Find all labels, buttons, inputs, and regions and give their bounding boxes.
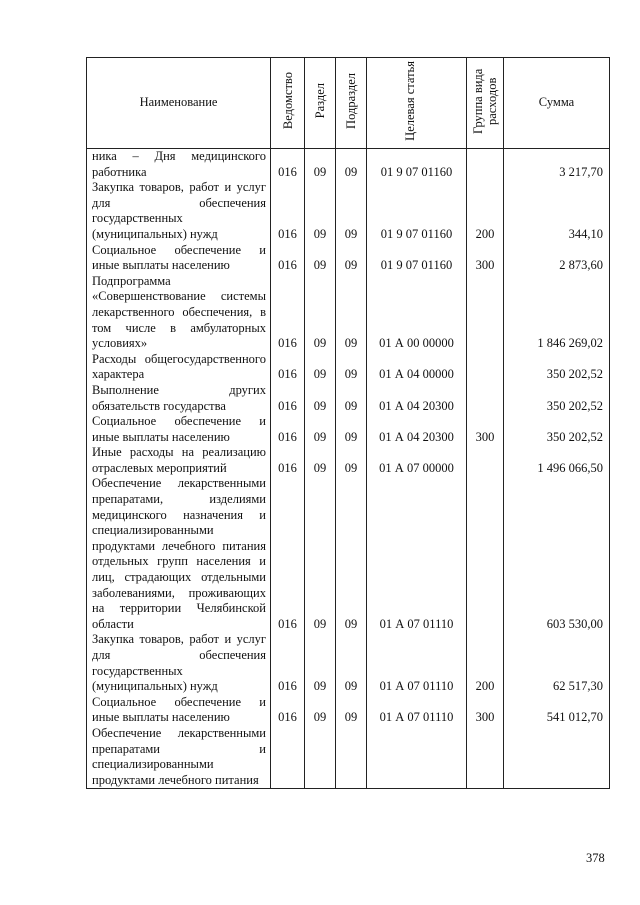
cell-group	[467, 726, 504, 789]
cell-vedomstvo: 016	[271, 445, 305, 476]
cell-target: 01 9 07 01160	[367, 243, 467, 274]
cell-razdel: 09	[305, 476, 336, 632]
cell-sum: 62 517,30	[504, 632, 610, 694]
cell-group: 200	[467, 180, 504, 242]
table-row	[87, 695, 610, 726]
cell-vedomstvo: 016	[271, 695, 305, 726]
cell-vedomstvo: 016	[271, 632, 305, 694]
cell-group: 200	[467, 632, 504, 694]
table-row	[87, 274, 610, 352]
header-target: Целевая статья	[367, 58, 467, 149]
cell-name: Расходы общегосударственного характера	[87, 352, 271, 383]
header-podrazdel: Подраздел	[336, 58, 367, 149]
cell-target	[367, 726, 467, 789]
cell-sum: 3 217,70	[504, 149, 610, 181]
table-header-row	[87, 58, 610, 149]
cell-group: 300	[467, 414, 504, 445]
table-row	[87, 632, 610, 694]
cell-group	[467, 445, 504, 476]
cell-podrazdel: 09	[336, 632, 367, 694]
cell-group	[467, 274, 504, 352]
cell-target: 01 А 04 00000	[367, 352, 467, 383]
cell-target: 01 А 04 20300	[367, 383, 467, 414]
table-row	[87, 445, 610, 476]
cell-name: Социальное обеспечение и иные выплаты населению	[87, 414, 271, 445]
cell-razdel	[305, 726, 336, 789]
cell-podrazdel: 09	[336, 695, 367, 726]
cell-podrazdel: 09	[336, 476, 367, 632]
cell-razdel: 09	[305, 149, 336, 181]
table-row	[87, 180, 610, 242]
cell-podrazdel: 09	[336, 274, 367, 352]
cell-podrazdel: 09	[336, 149, 367, 181]
cell-podrazdel: 09	[336, 180, 367, 242]
cell-group: 300	[467, 243, 504, 274]
page-number: 378	[586, 851, 605, 865]
cell-razdel: 09	[305, 352, 336, 383]
header-name: Наименование	[87, 58, 271, 149]
cell-vedomstvo: 016	[271, 180, 305, 242]
header-vedomstvo: Ведомство	[271, 58, 305, 149]
cell-vedomstvo: 016	[271, 414, 305, 445]
cell-target: 01 9 07 01160	[367, 149, 467, 181]
cell-target: 01 А 04 20300	[367, 414, 467, 445]
header-group: Группа вида расходов	[467, 58, 504, 149]
table-row	[87, 149, 610, 181]
cell-vedomstvo	[271, 726, 305, 789]
cell-group	[467, 352, 504, 383]
cell-target: 01 А 07 01110	[367, 695, 467, 726]
cell-name: Обеспечение лекарственными препаратами, изделиями медицинского назначения и специализированными продуктами лечебного питания отдельных групп населения и лиц, страдающих отдельными заболеваниями, проживающих на территории Челябинской области	[87, 476, 271, 632]
cell-sum: 350 202,52	[504, 352, 610, 383]
cell-name: Закупка товаров, работ и услуг для обеспечения государственных (муниципальных) нужд	[87, 632, 271, 694]
cell-sum: 344,10	[504, 180, 610, 242]
cell-sum: 1 846 269,02	[504, 274, 610, 352]
table-row	[87, 476, 610, 632]
table-row	[87, 414, 610, 445]
table-row	[87, 352, 610, 383]
cell-name: Обеспечение лекарственными препаратами и специализированными продуктами лечебного питания	[87, 726, 271, 789]
cell-razdel: 09	[305, 243, 336, 274]
cell-vedomstvo: 016	[271, 476, 305, 632]
cell-group	[467, 476, 504, 632]
cell-razdel: 09	[305, 695, 336, 726]
cell-name: Подпрограмма «Совершенствование системы лекарственного обеспечения, в том числе в амбулаторных условиях»	[87, 274, 271, 352]
cell-podrazdel: 09	[336, 445, 367, 476]
cell-name: ника – Дня медицинского работника	[87, 149, 271, 181]
cell-razdel: 09	[305, 383, 336, 414]
cell-group: 300	[467, 695, 504, 726]
cell-name: Закупка товаров, работ и услуг для обеспечения государственных (муниципальных) нужд	[87, 180, 271, 242]
cell-sum: 541 012,70	[504, 695, 610, 726]
budget-table	[86, 57, 610, 789]
cell-target: 01 А 07 01110	[367, 476, 467, 632]
cell-name: Выполнение других обязательств государства	[87, 383, 271, 414]
cell-target: 01 9 07 01160	[367, 180, 467, 242]
cell-podrazdel: 09	[336, 383, 367, 414]
cell-sum: 603 530,00	[504, 476, 610, 632]
header-razdel: Раздел	[305, 58, 336, 149]
cell-razdel: 09	[305, 274, 336, 352]
cell-razdel: 09	[305, 180, 336, 242]
cell-razdel: 09	[305, 632, 336, 694]
table-row	[87, 383, 610, 414]
cell-sum: 2 873,60	[504, 243, 610, 274]
cell-target: 01 А 07 01110	[367, 632, 467, 694]
table-row	[87, 726, 610, 789]
cell-vedomstvo: 016	[271, 243, 305, 274]
header-sum: Сумма	[504, 58, 610, 149]
cell-podrazdel: 09	[336, 352, 367, 383]
cell-target: 01 А 07 00000	[367, 445, 467, 476]
cell-vedomstvo: 016	[271, 274, 305, 352]
cell-vedomstvo: 016	[271, 383, 305, 414]
cell-name: Иные расходы на реализацию отраслевых мероприятий	[87, 445, 271, 476]
cell-sum: 350 202,52	[504, 414, 610, 445]
table-row	[87, 243, 610, 274]
cell-name: Социальное обеспечение и иные выплаты населению	[87, 695, 271, 726]
cell-razdel: 09	[305, 445, 336, 476]
cell-name: Социальное обеспечение и иные выплаты населению	[87, 243, 271, 274]
cell-podrazdel: 09	[336, 243, 367, 274]
cell-vedomstvo: 016	[271, 352, 305, 383]
cell-vedomstvo: 016	[271, 149, 305, 181]
cell-group	[467, 149, 504, 181]
cell-sum: 350 202,52	[504, 383, 610, 414]
cell-sum: 1 496 066,50	[504, 445, 610, 476]
cell-group	[467, 383, 504, 414]
cell-razdel: 09	[305, 414, 336, 445]
cell-target: 01 А 00 00000	[367, 274, 467, 352]
cell-podrazdel	[336, 726, 367, 789]
cell-sum	[504, 726, 610, 789]
cell-podrazdel: 09	[336, 414, 367, 445]
